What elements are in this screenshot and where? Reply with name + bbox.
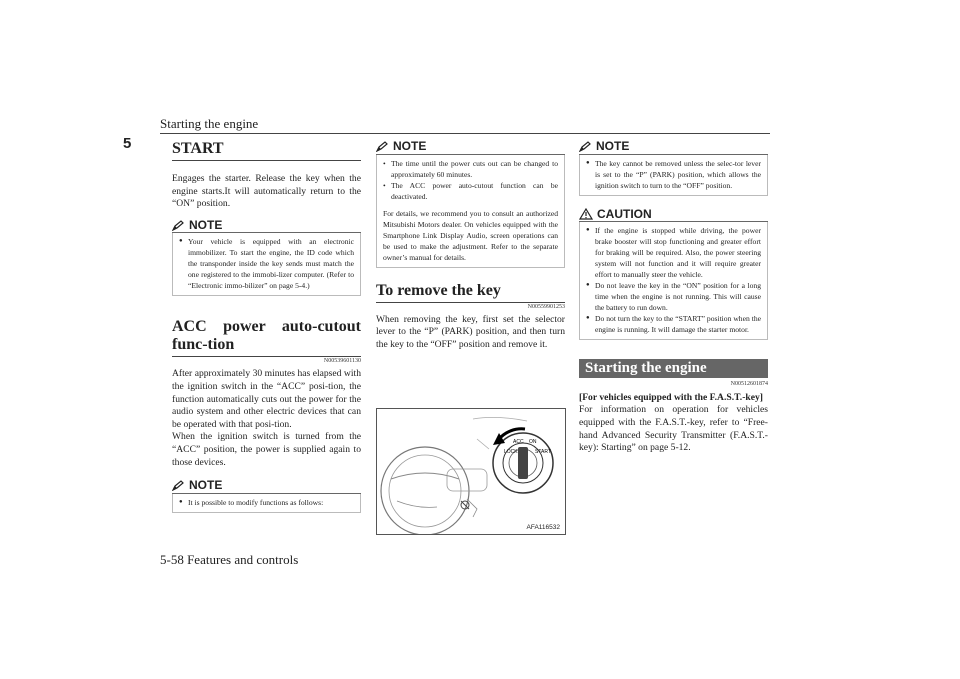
chapter-tab: 5 [123, 135, 132, 152]
acc-ref-code: N00539601130 [323, 358, 361, 365]
remove-key-heading: To remove the key [376, 282, 565, 303]
caution-label: CAUTION [597, 206, 652, 221]
acc-body-1: After approximately 30 minutes has elapsed with the ignition switch in the “ACC” posi-tion, the function automatically cuts out the power for the audio system and other electric devices that can be operated with that posi-tion. [172, 368, 361, 430]
start-body: Engages the starter. Release the key when the engine starts.It will automatically return to the “ON” position. [172, 173, 361, 210]
starting-engine-heading: Starting the engine [579, 359, 768, 378]
illus-label-on: ON [529, 439, 537, 445]
note-bullet-modify: ● It is possible to modify functions as follows: [179, 497, 354, 508]
note-label: NOTE [596, 139, 630, 153]
column-1 [172, 140, 361, 513]
warning-triangle-icon [579, 208, 593, 220]
caution-body [579, 222, 768, 340]
pencil-icon [579, 141, 592, 152]
remove-key-body: When removing the key, first set the selector lever to the “P” (PARK) position, and then turn the key to the “OFF” position and remove it. [376, 313, 565, 350]
caution-header [579, 208, 768, 223]
ignition-switch-drawing [377, 409, 565, 534]
illustration-id: AFA116532 [526, 524, 560, 531]
starting-engine-ref-code: N00512601874 [730, 380, 768, 387]
illus-label-lock: LOCK [504, 449, 518, 455]
note-body [376, 155, 565, 268]
note-box-key-removal [579, 140, 768, 196]
note-header [579, 140, 768, 155]
running-title: Starting the engine [160, 116, 259, 131]
caution-item-engine-stopped: ● If the engine is stopped while driving, the power brake booster will stop functioning and greater effort for braking will be required. Also, the power steering system will not function and it will require greater effort to manually steer the vehicle. [586, 225, 761, 280]
caution-item-starter: ● Do not turn the key to the “START” position when the engine is running. It will damage the starter motor. [586, 313, 761, 335]
note-box-immobilizer [172, 219, 361, 297]
acc-body-2: When the ignition switch is turned from the “ACC” position, the power is supplied again to those devices. [172, 431, 361, 468]
page-footer: 5-58 Features and controls [160, 552, 299, 567]
illus-label-start: START [535, 449, 551, 455]
note-box-acc-settings [376, 140, 565, 268]
note-bullet-key-removal: ● The key cannot be removed unless the selec-tor lever is set to the “P” (PARK) position, which allows the ignition switch to turn to the “OFF” position. [586, 158, 761, 191]
caution-item-battery: ● Do not leave the key in the “ON” position for a long time when the engine is not running. This will cause the battery to run down. [586, 280, 761, 313]
column-3 [579, 140, 768, 455]
note-label: NOTE [393, 139, 427, 153]
illus-label-acc: ACC [513, 439, 524, 445]
note-box-modify [172, 479, 361, 513]
acc-heading: ACC power auto-cutout func-tion [172, 318, 361, 357]
caution-box [579, 208, 768, 341]
note-header [172, 479, 361, 494]
pencil-icon [376, 141, 389, 152]
note-header [376, 140, 565, 155]
note-label: NOTE [189, 217, 223, 232]
note-header [172, 219, 361, 234]
fast-key-heading: [For vehicles equipped with the F.A.S.T.-key] [579, 391, 763, 403]
pencil-icon [172, 220, 185, 231]
start-heading: START [172, 140, 361, 161]
ignition-key-illustration [376, 408, 566, 535]
header-rule [160, 133, 770, 134]
note-body [579, 155, 768, 196]
note-bullet-immobilizer: ● Your vehicle is equipped with an electronic immobilizer. To start the engine, the ID code which the transponder inside the key sends must match the one registered to the immobi-lizer computer. (Refer to “Electronic immo-bilizer” on page 5-4.) [179, 236, 354, 291]
note-body [172, 233, 361, 296]
note-item-deactivate: • The ACC power auto-cutout function can be deactivated. [383, 180, 558, 202]
note-body [172, 494, 361, 513]
column-2 [376, 140, 565, 351]
note-paragraph: For details, we recommend you to consult an authorized Mitsubishi Motors dealer. On vehicles equipped with the Smartphone Link Display Audio, screen operations can be used to make the adjustment. Refer to the separate owner’s manual for details. [383, 208, 558, 262]
note-label: NOTE [189, 478, 223, 493]
note-item-60min: • The time until the power cuts out can be changed to approximately 60 minutes. [383, 158, 558, 180]
pencil-icon [172, 480, 185, 491]
remove-ref-code: N00559901253 [527, 303, 565, 310]
fast-key-body: For information on operation for vehicles equipped with the F.A.S.T.-key, refer to “Free-hand Advanced Security Transmitter (F.A.S.T.-key): Starting” on page 5-12. [579, 404, 768, 454]
